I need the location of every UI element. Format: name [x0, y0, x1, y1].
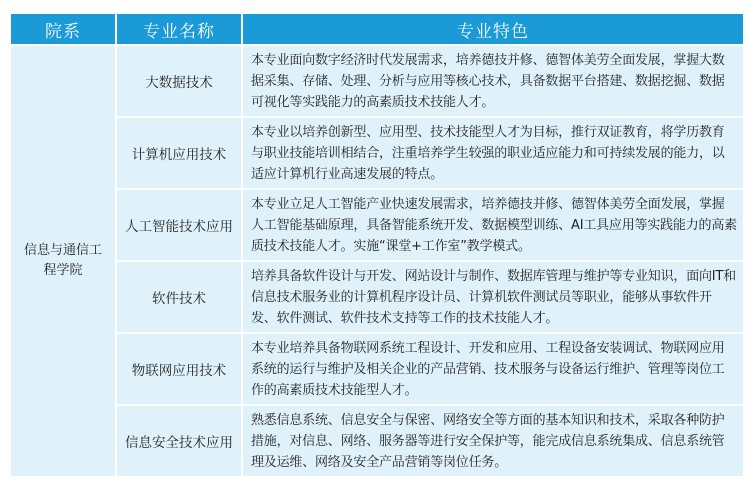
major-feature: 本专业立足人工智能产业快速发展需求，培养德技并修、德智体美劳全面发展，掌握人工智能基础原理，具备智能系统开发、数据模型训练、AI工具应用等实践能力的高素质技术技能人才。实施“课堂+工作室”教学模式。: [243, 190, 743, 260]
major-feature: 培养具备软件设计与开发、网站设计与制作、数据库管理与维护等专业知识，面向IT和信息技术服务业的计算机程序设计员、计算机软件测试员等职业，能够从事软件开发、软件测试、软件技术支持等工作的技术技能人才。: [243, 262, 743, 332]
major-feature: 本专业以培养创新型、应用型、技术技能型人才为目标，推行双证教育，将学历教育与职业技能培训相结合，注重培养学生较强的职业适应能力和可持续发展的能力，以适应计算机行业高速发展的特点。: [243, 118, 743, 188]
header-row: [11, 14, 743, 44]
table-row: [11, 46, 743, 116]
major-feature: 本专业面向数字经济时代发展需求，培养德技并修、德智体美劳全面发展，掌握大数据采集、存储、处理、分析与应用等核心技术，具备数据平台搭建、数据挖掘、数据可视化等实践能力的高素质技术技能人才。: [243, 46, 743, 116]
table-row: [11, 334, 743, 404]
department-name: 信息与通信工程学院: [23, 243, 102, 278]
major-name: 信息安全技术应用: [117, 406, 241, 476]
table-row: [11, 190, 743, 260]
major-name: 大数据技术: [117, 46, 241, 116]
table-row: [11, 118, 743, 188]
major-name: 计算机应用技术: [117, 118, 241, 188]
major-feature: 熟悉信息系统、信息安全与保密、网络安全等方面的基本知识和技术，采取各种防护措施，对信息、网络、服务器等进行安全保护等，能完成信息系统集成、信息系统管理及运维、网络及安全产品营销等岗位任务。: [243, 406, 743, 476]
program-table: [9, 12, 745, 478]
department-cell: [11, 46, 115, 476]
header-major: 专业名称: [117, 14, 241, 44]
header-feature: 专业特色: [243, 14, 743, 44]
major-name: 人工智能技术应用: [117, 190, 241, 260]
table-row: [11, 262, 743, 332]
table-row: [11, 406, 743, 476]
major-feature: 本专业培养具备物联网系统工程设计、开发和应用、工程设备安装调试、物联网应用系统的运行与维护及相关企业的产品营销、技术服务与设备运行维护、管理等岗位工作的高素质技术技能型人才。: [243, 334, 743, 404]
header-dept: 院系: [11, 14, 115, 44]
major-name: 物联网应用技术: [117, 334, 241, 404]
program-table-container: [9, 12, 745, 470]
major-name: 软件技术: [117, 262, 241, 332]
